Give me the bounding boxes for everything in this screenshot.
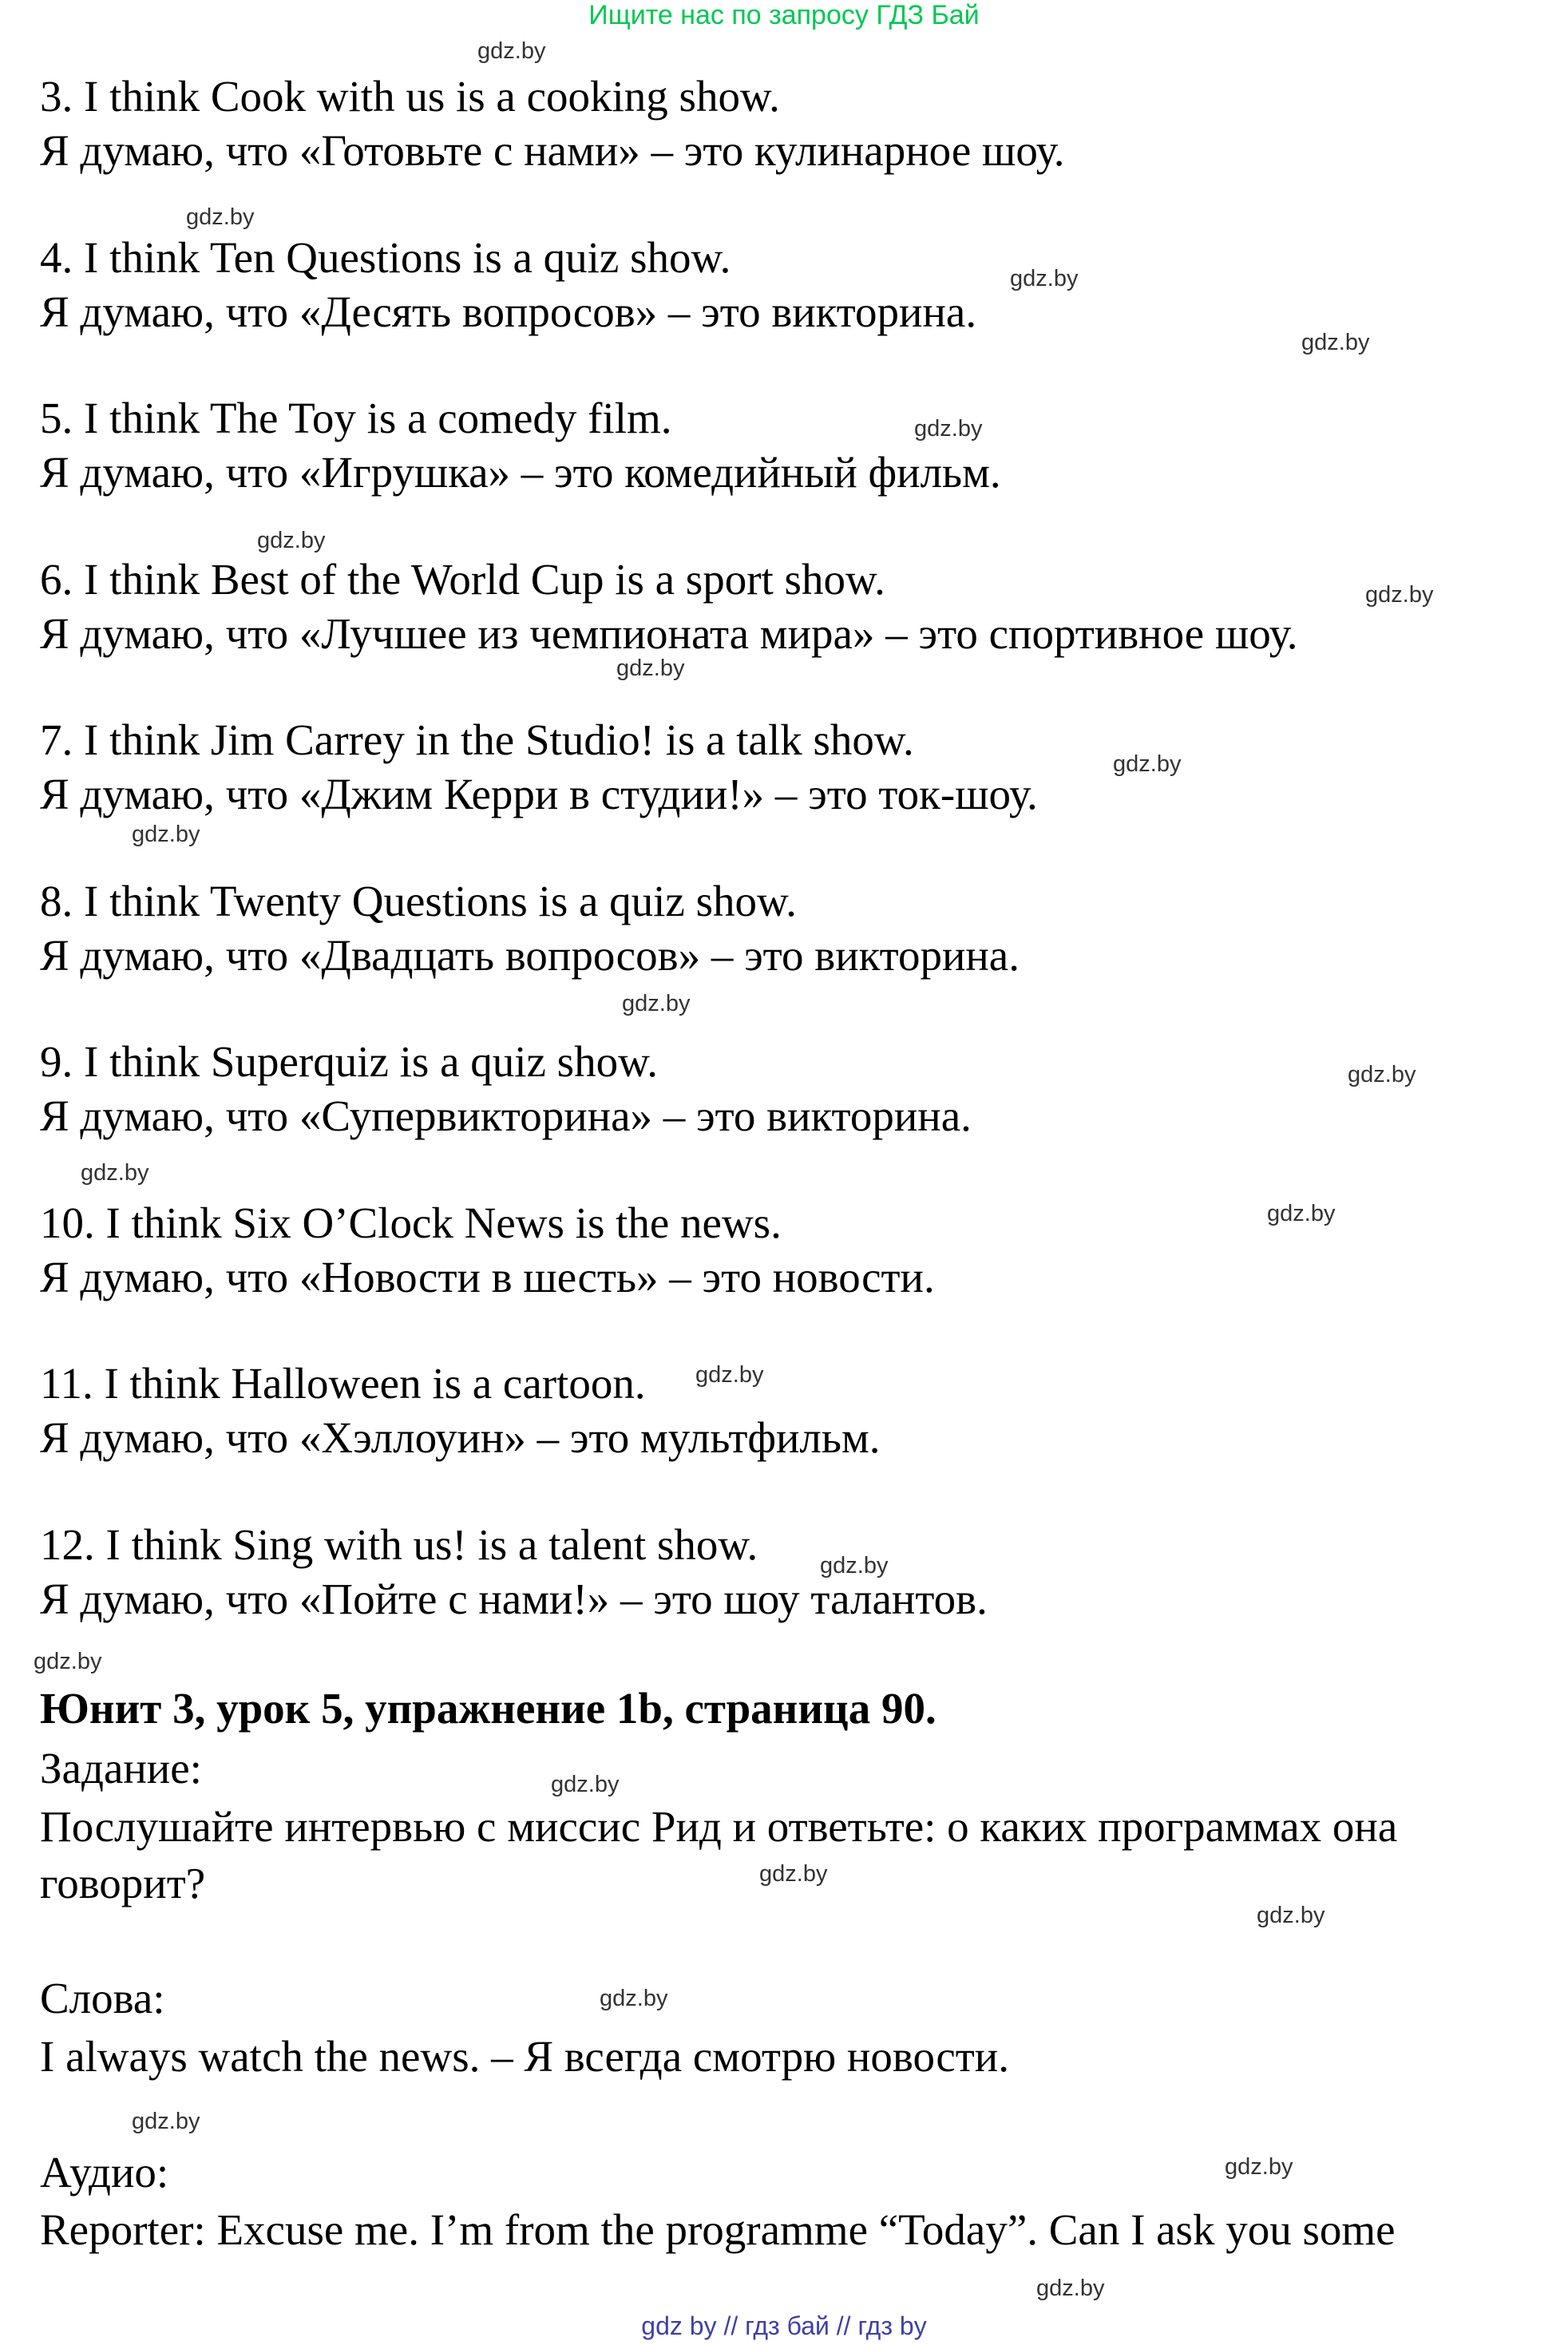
watermark: gdz.by — [914, 416, 983, 442]
watermark: gdz.by — [820, 1553, 889, 1579]
answer-ru-7: Я думаю, что «Джим Керри в студии!» – это ток-шоу. — [40, 770, 1038, 818]
audio-label: Аудио: — [40, 2148, 169, 2196]
watermark: gdz.by — [1113, 751, 1182, 777]
task-text-line-1: Послушайте интервью с миссис Рид и ответьте: о каких программах она — [40, 1802, 1398, 1851]
watermark: gdz.by — [759, 1861, 828, 1887]
watermark: gdz.by — [186, 204, 255, 230]
answer-ru-9: Я думаю, что «Супервикторина» – это викторина. — [40, 1091, 972, 1140]
watermark: gdz.by — [695, 1362, 764, 1388]
watermark: gdz.by — [551, 1772, 620, 1797]
answer-en-8: 8. I think Twenty Questions is a quiz show. — [40, 877, 797, 925]
watermark: gdz.by — [132, 2109, 200, 2134]
answer-ru-5: Я думаю, что «Игрушка» – это комедийный фильм. — [40, 448, 1001, 497]
answer-ru-6: Я думаю, что «Лучшее из чемпионата мира» – это спортивное шоу. — [40, 609, 1298, 658]
watermark: gdz.by — [132, 822, 200, 847]
answer-en-6: 6. I think Best of the World Cup is a sport show. — [40, 555, 885, 604]
audio-line: Reporter: Excuse me. I’m from the programme “Today”. Can I ask you some — [40, 2205, 1396, 2254]
watermark: gdz.by — [1348, 1062, 1416, 1087]
section-heading: Юнит 3, урок 5, упражнение 1b, страница 90. — [40, 1684, 936, 1733]
watermark: gdz.by — [616, 656, 685, 681]
answer-en-5: 5. I think The Toy is a comedy film. — [40, 394, 672, 442]
watermark: gdz.by — [477, 38, 546, 64]
watermark: gdz.by — [81, 1160, 149, 1186]
watermark: gdz.by — [1225, 2154, 1293, 2180]
answer-ru-8: Я думаю, что «Двадцать вопросов» – это викторина. — [40, 931, 1020, 980]
answer-ru-10: Я думаю, что «Новости в шесть» – это новости. — [40, 1253, 935, 1301]
footer-watermark: gdz by // гдз бай // гдз by — [641, 2311, 927, 2340]
watermark: gdz.by — [1036, 2276, 1105, 2301]
watermark: gdz.by — [1365, 582, 1434, 608]
watermark: gdz.by — [600, 1986, 668, 2011]
answer-en-3: 3. I think Cook with us is a cooking show. — [40, 72, 780, 121]
watermark: gdz.by — [622, 991, 691, 1016]
watermark: gdz.by — [34, 1649, 102, 1674]
answer-ru-4: Я думаю, что «Десять вопросов» – это викторина. — [40, 287, 977, 336]
answer-ru-12: Я думаю, что «Пойте с нами!» – это шоу талантов. — [40, 1575, 988, 1623]
watermark: gdz.by — [257, 528, 326, 553]
answer-en-12: 12. I think Sing with us! is a talent show. — [40, 1520, 758, 1569]
words-line: I always watch the news. – Я всегда смотрю новости. — [40, 2032, 1009, 2081]
answer-en-4: 4. I think Ten Questions is a quiz show. — [40, 233, 731, 282]
watermark: gdz.by — [1267, 1201, 1336, 1226]
task-text-line-2: говорит? — [40, 1859, 206, 1907]
watermark: gdz.by — [1010, 266, 1079, 291]
answer-en-10: 10. I think Six O’Clock News is the news. — [40, 1198, 782, 1247]
answer-ru-11: Я думаю, что «Хэллоуин» – это мультфильм. — [40, 1413, 881, 1462]
search-banner: Ищите нас по запросу ГДЗ Бай — [588, 0, 980, 30]
watermark: gdz.by — [1301, 330, 1370, 355]
answer-en-9: 9. I think Superquiz is a quiz show. — [40, 1037, 658, 1086]
answer-ru-3: Я думаю, что «Готовьте с нами» – это кулинарное шоу. — [40, 126, 1065, 175]
answer-en-7: 7. I think Jim Carrey in the Studio! is a talk show. — [40, 715, 914, 764]
task-label: Задание: — [40, 1744, 202, 1792]
answer-en-11: 11. I think Halloween is a cartoon. — [40, 1359, 646, 1408]
watermark: gdz.by — [1257, 1903, 1325, 1928]
words-label: Слова: — [40, 1974, 165, 2022]
